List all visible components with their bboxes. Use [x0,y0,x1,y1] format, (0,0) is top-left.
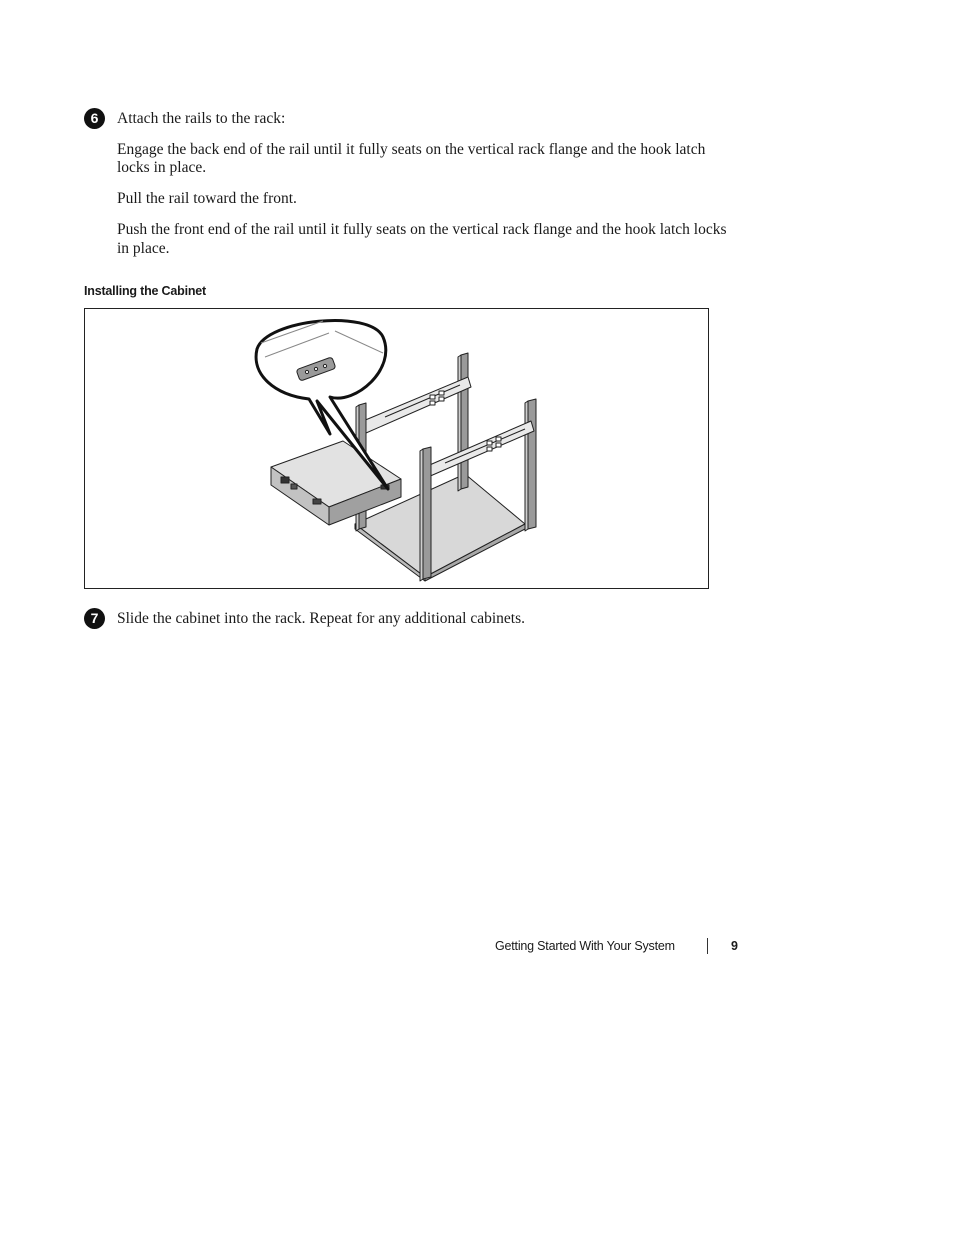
footer-page-number: 9 [731,939,738,953]
figure-illustration [84,308,709,589]
rack-post-rear-left [461,353,468,489]
step-6-paragraph-3-line-2: in place. [117,240,170,257]
step-6-heading: Attach the rails to the rack: [117,110,286,127]
footer-section-title: Getting Started With Your System [495,939,675,953]
rail-upper [363,377,471,433]
step-6-badge: 6 [84,108,105,129]
figure-caption: Installing the Cabinet [84,284,206,298]
rack-post-front-right [423,447,431,579]
step-6-paragraph-3-line-1: Push the front end of the rail until it fully seats on the vertical rack flange and the hook latch locks [117,221,727,238]
step-6-paragraph-2: Pull the rail toward the front. [117,190,297,207]
step-6-paragraph-1-line-1: Engage the back end of the rail until it fully seats on the vertical rack flange and the hook latch [117,141,706,158]
step-7-badge: 7 [84,608,105,629]
rail-lower [425,421,534,477]
cabinet-rack-illustration [85,309,708,588]
footer-divider [707,938,708,954]
rack-post-rear-right [528,399,536,529]
step-7-heading: Slide the cabinet into the rack. Repeat for any additional cabinets. [117,610,526,627]
step-6-paragraph-1-line-2: locks in place. [117,159,207,176]
